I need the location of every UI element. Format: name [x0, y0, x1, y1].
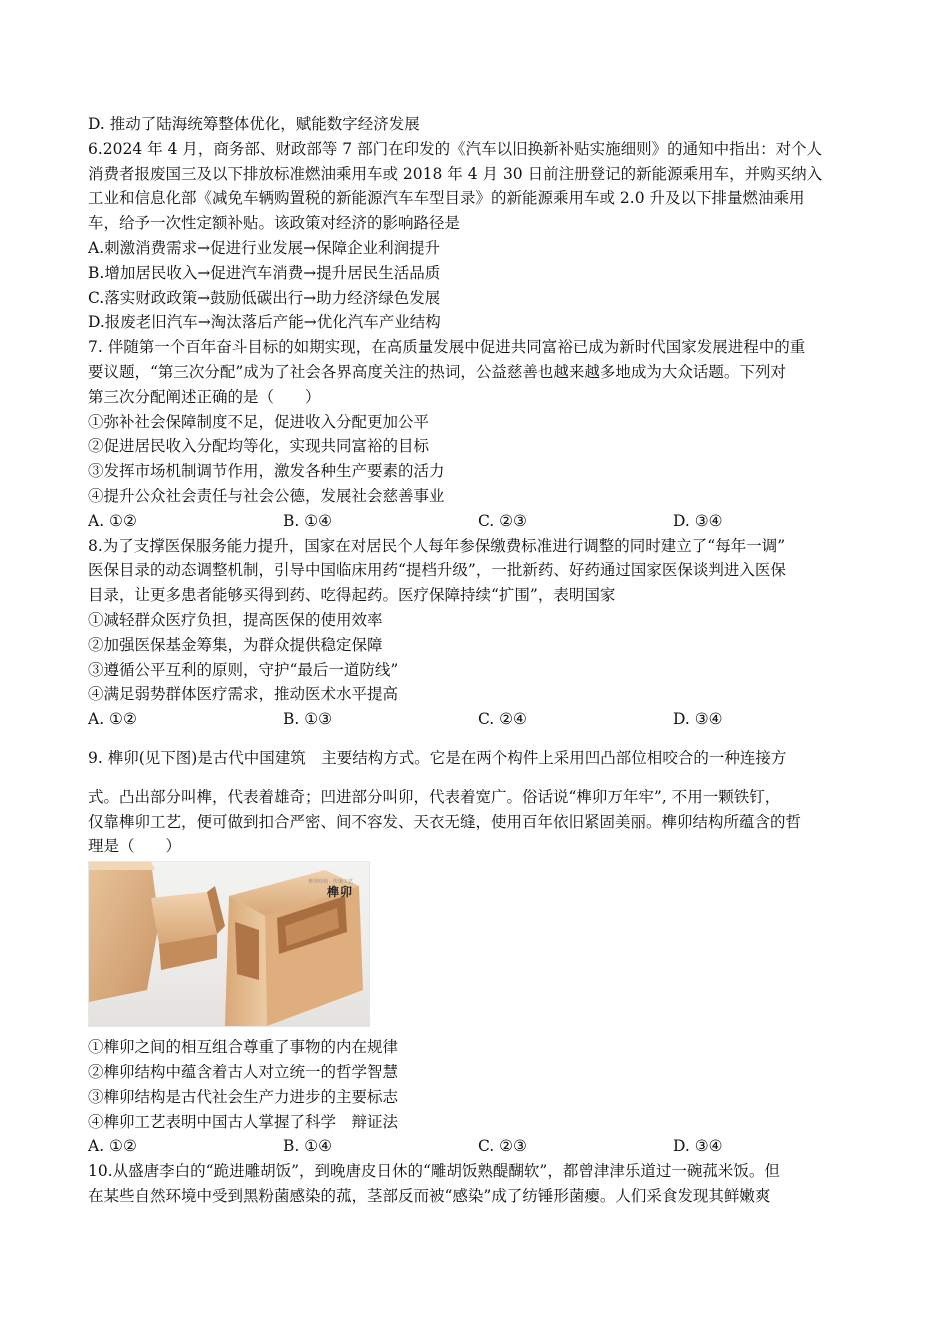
block-q9	[88, 785, 868, 859]
block-q9-items	[88, 1035, 868, 1134]
text-line: 7. 伴随第一个百年奋斗目标的如期实现，在高质量发展中促进共同富裕已成为新时代国家发展进程中的重	[88, 338, 806, 357]
text-line: 8.为了支撑医保服务能力提升，国家在对居民个人每年参保缴费标准进行调整的同时建立了“每年一调”	[88, 536, 786, 555]
statement-line: ④榫卯工艺表明中国古人掌握了科学 辩证法	[88, 1112, 399, 1131]
option-b: B. ①④	[283, 1137, 333, 1156]
text-line: 第三次分配阐述正确的是（ ）	[88, 387, 321, 406]
text-line: 医保目录的动态调整机制，引导中国临床用药“提档升级”，一批新药、好药通过国家医保谈判进入医保	[88, 561, 786, 580]
block-q10	[88, 1159, 868, 1209]
figure-title: 榫卯	[326, 885, 353, 900]
statement-line: ②加强医保基金筹集，为群众提供稳定保障	[88, 635, 383, 654]
option-c: C. ②③	[478, 1137, 527, 1156]
q9-options	[88, 1134, 868, 1159]
q7-options	[88, 509, 868, 534]
text-line: 在某些自然环境中受到黑粉菌感染的菰，茎部反而被“感染”成了纺锤形菌瘿。人们采食发现其鲜嫩爽	[88, 1186, 771, 1205]
statement-line: ④满足弱势群体医疗需求，推动医术水平提高	[88, 685, 399, 704]
option-d: D. ③④	[673, 710, 723, 729]
option-d: D. ③④	[673, 1137, 723, 1156]
figure-subtitle: 榫卯结构 · 传统工艺	[308, 879, 353, 886]
q9-first-line: 9. 榫卯(见下图)是古代中国建筑 主要结构方式。它是在两个构件上采用凹凸部位相咬合的一种连接方	[88, 748, 787, 767]
statement-line: ④提升公众社会责任与社会公德，发展社会慈善事业	[88, 486, 445, 505]
option-c: C. ②④	[478, 710, 527, 729]
text-line: 式。凸出部分叫榫，代表着雄奇；凹进部分叫卯，代表着宽广。俗话说“榫卯万年牢”, 不用一颗铁钉，	[88, 787, 781, 806]
statement-line: ③遵循公平互利的原则，守护“最后一道防线”	[88, 660, 399, 679]
option-line: B.增加居民收入→促进汽车消费→提升居民生活品质	[88, 263, 441, 282]
text-line: 要议题，“第三次分配”成为了社会各界高度关注的热词，公益慈善也越来越多地成为大众话题。下列对	[88, 362, 786, 381]
option-line: A.刺激消费需求→促进行业发展→保障企业利润提升	[88, 238, 441, 257]
text-line: 6.2024 年 4 月，商务部、财政部等 7 部门在印发的《汽车以旧换新补贴实施细则》的通知中指出：对个人	[88, 139, 823, 158]
text-line: 车，给予一次性定额补贴。该政策对经济的影响路径是	[88, 214, 461, 233]
statement-line: ①减轻群众医疗负担，提高医保的使用效率	[88, 610, 383, 629]
statement-line: ③榫卯结构是古代社会生产力进步的主要标志	[88, 1087, 399, 1106]
statement-line: ①弥补社会保障制度不足，促进收入分配更加公平	[88, 412, 430, 431]
option-line: C.落实财政政策→鼓励低碳出行→助力经济绿色发展	[88, 288, 441, 307]
text-line: 目录，让更多患者能够买得到药、吃得起药。医疗保障持续“扩围”，表明国家	[88, 586, 616, 605]
option-line: D.报废老旧汽车→淘汰落后产能→优化汽车产业结构	[88, 313, 441, 332]
q8-options	[88, 707, 868, 732]
statement-line: ②榫卯结构中蕴含着古人对立统一的哲学智慧	[88, 1062, 399, 1081]
mortise-tenon-photo	[88, 861, 370, 1027]
statement-line: ③发挥市场机制调节作用，激发各种生产要素的活力	[88, 462, 445, 481]
text-line: 仅靠榫卯工艺，便可做到扣合严密、间不容发、天衣无缝，使用百年依旧紧固美丽。榫卯结构所蕴含的哲	[88, 812, 802, 831]
option-a: A. ①②	[88, 710, 137, 729]
option-c: C. ②③	[478, 511, 527, 530]
statement-line: ①榫卯之间的相互组合尊重了事物的内在规律	[88, 1038, 399, 1057]
text-line: D. 推动了陆海统筹整体优化，赋能数字经济发展	[88, 115, 420, 133]
text-line: 10.从盛唐李白的“跪进雕胡饭”，到晚唐皮日休的“雕胡饭熟醍醐软”，都曾津津乐道过一碗菰米饭。但	[88, 1162, 780, 1181]
option-b: B. ①③	[283, 710, 333, 729]
block-top	[88, 112, 868, 509]
option-b: B. ①④	[283, 511, 333, 530]
exam-page	[88, 112, 868, 1209]
option-a: A. ①②	[88, 511, 137, 530]
text-line: 消费者报废国三及以下排放标准燃油乘用车或 2018 年 4 月 30 日前注册登记的新能源乘用车，并购买纳入	[88, 164, 823, 183]
option-d: D. ③④	[673, 511, 723, 530]
text-line: 工业和信息化部《减免车辆购置税的新能源汽车车型目录》的新能源乘用车或 2.0 升及以下排量燃油乘用	[88, 189, 805, 208]
text-line: 理是（ ）	[88, 837, 182, 856]
option-a: A. ①②	[88, 1137, 137, 1156]
block-q8	[88, 534, 868, 708]
spacer	[88, 732, 868, 746]
statement-line: ②促进居民收入分配均等化，实现共同富裕的目标	[88, 437, 430, 456]
spacer	[88, 771, 868, 785]
